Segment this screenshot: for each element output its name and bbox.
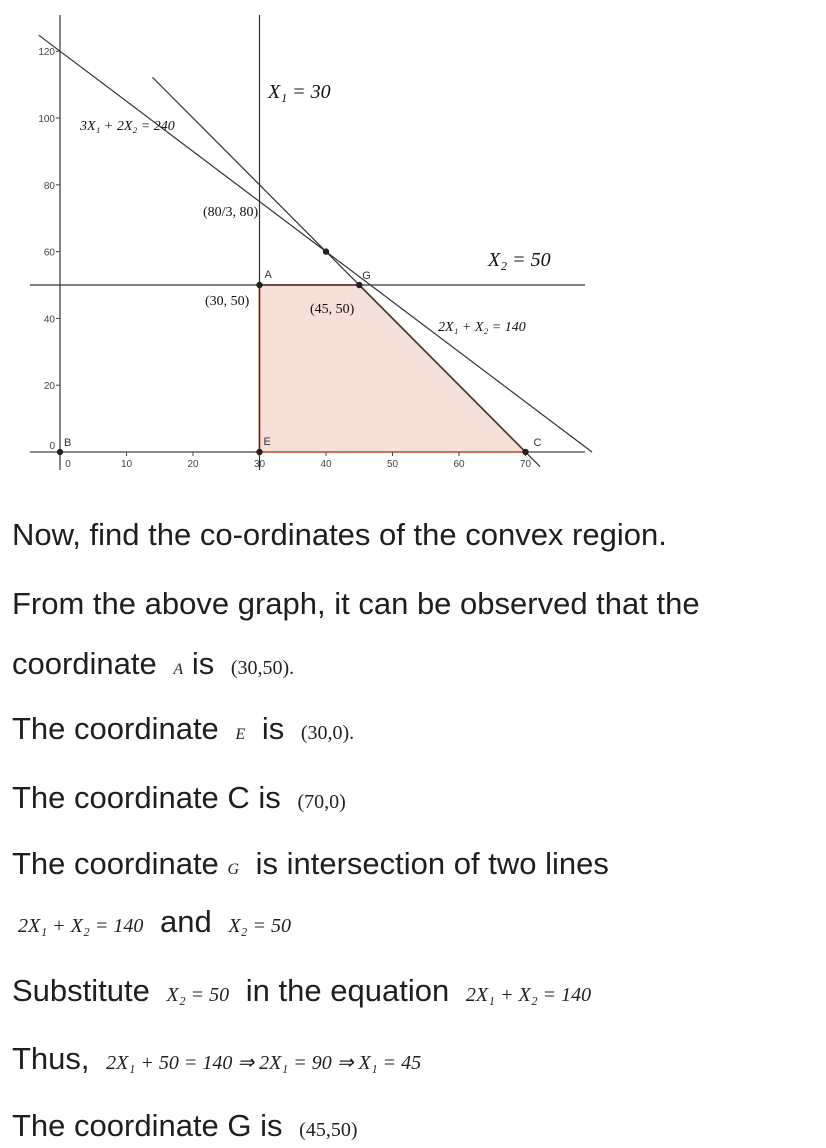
text-line-5: [12, 782, 346, 813]
y-tick-label: 100: [38, 114, 55, 125]
text-line-2: [12, 588, 700, 619]
math-eq-2x1-x2-140: 2X₁ + X₂ = 140: [465, 984, 592, 1006]
label-2x1-x2-140: 2X₁ + X₂ = 140: [438, 320, 526, 335]
vertex-point: [256, 282, 262, 288]
text-line-1: [12, 519, 667, 550]
math-coord-e: (30,0).: [300, 722, 355, 744]
linear-programming-graph: [0, 0, 826, 490]
text-line-10: [12, 1110, 357, 1141]
phrase-coordinate-c: The coordinate C is: [12, 780, 281, 815]
math-point-g: G: [227, 861, 239, 878]
phrase-the-coordinate: The coordinate: [12, 711, 219, 746]
math-coord-a: (30,50).: [230, 657, 295, 679]
phrase-coordinate-g: The coordinate G is: [12, 1108, 283, 1143]
text-line-4: [12, 713, 354, 744]
math-eq-x2-50: X₂ = 50: [228, 915, 291, 937]
vertex-point: [522, 449, 528, 455]
text-line-7: [18, 906, 291, 937]
point-label-a: A: [264, 269, 272, 281]
word-and: and: [159, 904, 212, 939]
point-label-e: E: [263, 436, 271, 448]
text-line-8: [12, 975, 591, 1006]
word-substitute: Substitute: [12, 973, 150, 1008]
word-is: is: [191, 646, 215, 681]
y-tick-label: 80: [43, 180, 55, 192]
x-tick-label: 50: [386, 459, 399, 470]
vertex-point: [356, 282, 362, 288]
vertex-point: [57, 449, 63, 455]
word-is: is: [261, 711, 285, 746]
text-line-6: [12, 848, 609, 879]
x-tick-label: 60: [453, 459, 465, 470]
y-tick-label: 120: [38, 47, 55, 59]
coord-45-50: (45, 50): [310, 302, 355, 317]
vertex-point: [256, 449, 262, 455]
y-tick-label: 0: [49, 441, 55, 452]
coord-30-50: (30, 50): [205, 294, 250, 309]
phrase-in-the-equation: in the equation: [245, 973, 450, 1008]
phrase-the-coordinate: The coordinate: [12, 846, 219, 881]
x-tick-label: 30: [253, 459, 266, 470]
word-coordinate: coordinate: [12, 646, 157, 681]
y-tick-label: 40: [43, 314, 55, 326]
x-tick-label: 40: [320, 459, 332, 470]
point-label-g: G: [362, 270, 371, 282]
math-eq-x2-50: X₂ = 50: [166, 984, 230, 1006]
x-tick-label: 20: [187, 459, 199, 470]
x-tick-label: 70: [519, 459, 532, 470]
word-thus: Thus,: [12, 1041, 90, 1076]
phrase-intersection: is intersection of two lines: [255, 846, 609, 881]
sentence-observed: From the above graph, it can be observed that the: [12, 586, 700, 621]
vertex-point: [323, 248, 329, 254]
feasible-region-layer: [260, 285, 526, 452]
text-line-3: [12, 648, 294, 679]
sentence-find-coordinates: Now, find the co-ordinates of the convex region.: [12, 517, 667, 552]
point-label-c: C: [533, 437, 542, 449]
label-x2-eq-50: X₂ = 50: [488, 249, 551, 271]
label-x1-eq-30: X₁ = 30: [268, 81, 331, 103]
math-point-e: E: [235, 726, 246, 743]
y-tick-label: 20: [43, 381, 55, 393]
x-tick-label: 0: [65, 459, 71, 470]
y-tick-label: 60: [43, 247, 55, 259]
point-label-b: B: [64, 437, 72, 449]
math-coord-g: (45,50): [299, 1119, 358, 1141]
feasible-region: [260, 285, 526, 452]
math-coord-c: (70,0): [297, 791, 346, 813]
text-line-9: [12, 1043, 421, 1074]
coord-80-3-80: (80/3, 80): [203, 205, 259, 220]
math-eq-2x1-x2-140: 2X₁ + X₂ = 140: [18, 915, 144, 937]
x-tick-label: 10: [120, 459, 133, 470]
math-point-a: A: [173, 661, 184, 678]
math-derivation: 2X₁ + 50 = 140 ⇒ 2X₁ = 90 ⇒ X₁ = 45: [106, 1052, 422, 1074]
label-3x1-2x2-240: 3X₁ + 2X₂ = 240: [80, 119, 175, 134]
